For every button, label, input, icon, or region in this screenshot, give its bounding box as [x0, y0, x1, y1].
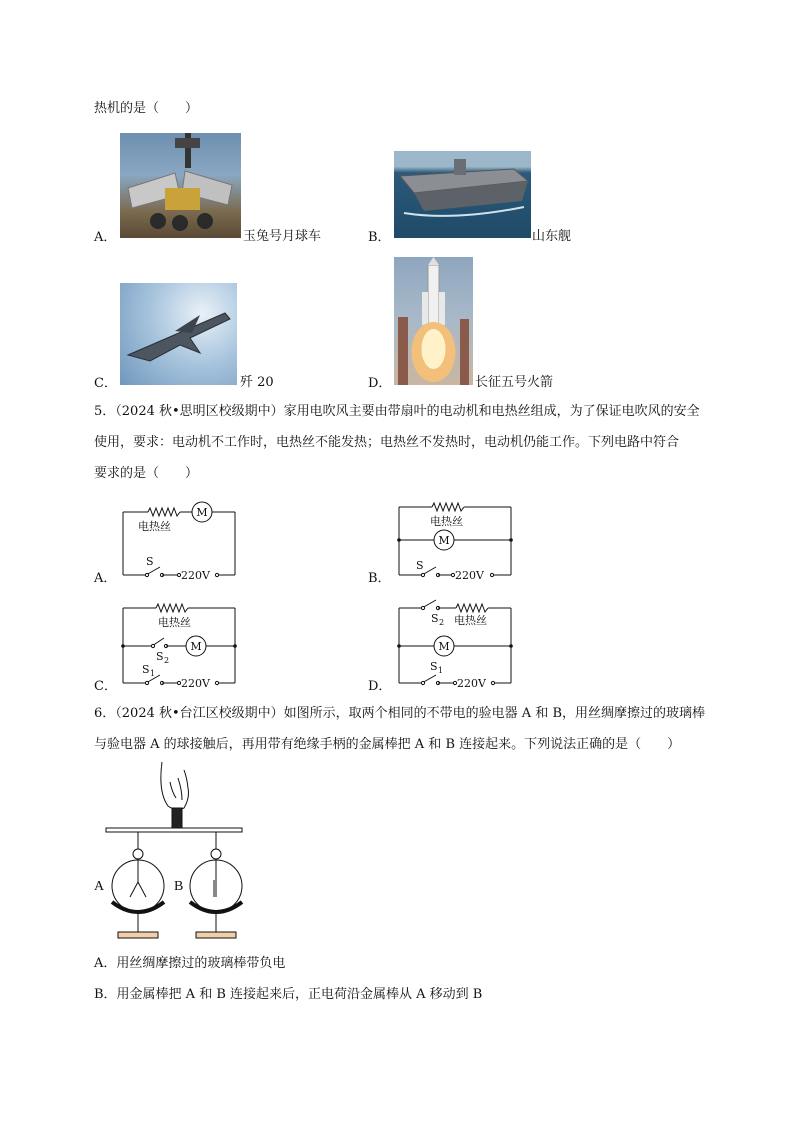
q5-stem-line1: 5．（2024 秋•思明区校级期中）家用电吹风主要由带扇叶的电动机和电热丝组成，为了保证电吹风的安全 [94, 404, 700, 419]
electroscope-b-label: B [174, 879, 184, 894]
q5-option-c-letter: C． [94, 679, 117, 694]
circuit-diagram-a [118, 495, 243, 585]
circuit-c-motor-label: M [190, 640, 202, 653]
q6-option-b: B．用金属棒把 A 和 B 连接起来后，正电荷沿金属棒从 A 移动到 B [94, 987, 483, 1002]
electroscope-a-label: A [94, 879, 105, 894]
q4-option-c-letter: C． [94, 376, 117, 391]
circuit-a-heater-label: 电热丝 [138, 520, 171, 533]
circuit-a-switch-label: S [146, 555, 154, 568]
circuit-c-heater-label: 电热丝 [158, 616, 191, 629]
circuit-d-switch1-sub: 1 [438, 666, 444, 675]
circuit-d-switch2-sub: 2 [439, 618, 445, 627]
circuit-diagram-d [394, 598, 519, 693]
circuit-d-source-label: 220V [457, 677, 486, 690]
circuit-b-motor-label: M [438, 534, 450, 547]
circuit-d-switch2-label: S [431, 612, 439, 625]
q6-stem-line1: 6．（2024 秋•台江区校级期中）如图所示，取两个相同的不带电的验电器 A 和 B，用丝绸摩擦过的玻璃棒 [94, 706, 705, 721]
q6-option-a: A．用丝绸摩擦过的玻璃棒带负电 [94, 956, 286, 971]
long-march-5-rocket-image [394, 257, 473, 385]
q4-option-a-letter: A． [94, 230, 117, 245]
q6-stem-line2: 与验电器 A 的球接触后，再用带有绝缘手柄的金属棒把 A 和 B 连接起来。下列说法正确的是（ ） [94, 737, 681, 752]
q4-option-a-caption: 玉兔号月球车 [243, 229, 322, 244]
circuit-b-source-label: 220V [455, 569, 484, 582]
q5-option-a-letter: A． [94, 571, 117, 586]
q4-option-b-caption: 山东舰 [532, 229, 572, 244]
lunar-rover-image [120, 133, 241, 238]
electroscope-figure [92, 762, 252, 942]
q4-option-b-letter: B． [368, 230, 391, 245]
q5-option-d-letter: D． [368, 679, 392, 694]
q4-stem-tail: 热机的是（ ） [94, 101, 199, 116]
circuit-c-source-label: 220V [181, 677, 210, 690]
circuit-c-switch2-label: S [156, 650, 164, 663]
q4-option-d-letter: D． [368, 376, 392, 391]
circuit-d-motor-label: M [438, 640, 450, 653]
circuit-c-switch2-sub: 2 [164, 656, 170, 665]
circuit-a-motor-label: M [196, 506, 208, 519]
circuit-b-heater-label: 电热丝 [430, 515, 463, 528]
circuit-diagram-c [118, 598, 243, 693]
q4-option-d-caption: 长征五号火箭 [475, 375, 554, 390]
aircraft-carrier-image [394, 151, 531, 238]
circuit-d-switch1-label: S [430, 660, 438, 673]
circuit-diagram-b [394, 495, 519, 585]
q4-option-c-caption: 歼 20 [240, 375, 274, 390]
circuit-a-source-label: 220V [181, 569, 210, 582]
q5-stem-line3: 要求的是（ ） [94, 466, 199, 481]
circuit-c-switch1-sub: 1 [150, 669, 156, 678]
circuit-b-switch-label: S [416, 559, 424, 572]
q5-stem-line2: 使用，要求：电动机不工作时，电热丝不能发热；电热丝不发热时，电动机仍能工作。下列电路中符合 [94, 435, 680, 450]
circuit-c-switch1-label: S [142, 663, 150, 676]
j20-fighter-image [120, 283, 237, 385]
q5-option-b-letter: B． [368, 571, 391, 586]
circuit-d-heater-label: 电热丝 [454, 614, 487, 627]
